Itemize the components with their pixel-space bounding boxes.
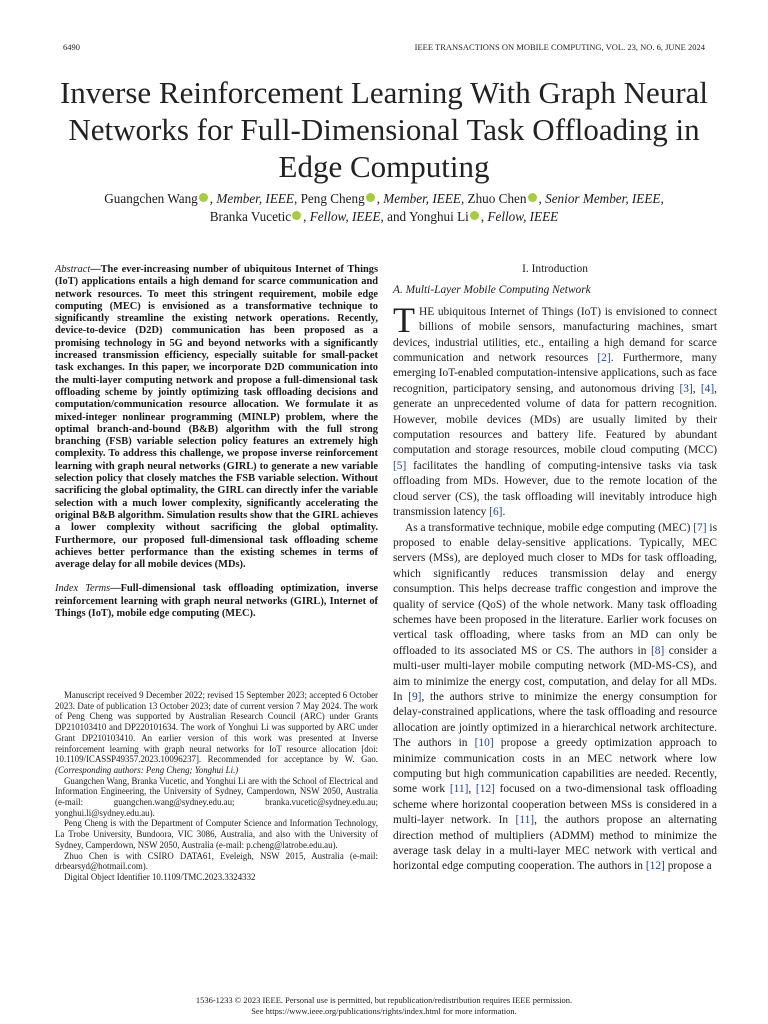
footnote-affiliation: Zhuo Chen is with CSIRO DATA61, Eveleigh, NSW 2015, Australia (e-mail: drbearsyd@hotmail.com). [55, 850, 378, 872]
orcid-icon[interactable] [292, 211, 301, 220]
citation-link[interactable]: [2] [597, 352, 611, 365]
copyright-line: 1536-1233 © 2023 IEEE. Personal use is permitted, but republication/redistribution requires IEEE permission. [195, 995, 573, 1005]
right-column [393, 262, 717, 875]
citation-link[interactable]: [12] [475, 783, 495, 796]
author-role: Member, IEEE [216, 191, 294, 206]
citation-link[interactable]: [3] [679, 382, 693, 395]
section-heading: I. Introduction [522, 263, 588, 275]
orcid-icon[interactable] [528, 193, 537, 202]
abstract [55, 264, 378, 571]
rights-link[interactable]: See https://www.ieee.org/publications/rights/index.html for more information. [251, 1005, 517, 1016]
copyright-notice [0, 995, 768, 1016]
paper-title [50, 74, 718, 185]
intro-paragraph: THE ubiquitous Internet of Things (IoT) is envisioned to connect billions of mobile sensors, manufacturing machines, smart devices, industrial utilities, etc., entailing a high demand for scarce communication and network resources [2]. Furthermore, many emerging IoT-enabled computation-intensive applications, such as face recognition, participatory sensing, and autonomous driving [3], [4], generate an unprecedented volume of data for pattern recognition. However, mobile devices (MDs) are usually limited by their computation resources and battery life. Featured by abundant computation and storage resources, mobile cloud computing (MCC) [5] facilitates the handling of computing-intensive tasks via task offloading from MDs. However, due to the remote location of the cloud server (CS), the task offloading will inevitably introduce high transmission latency [6]. [393, 299, 717, 519]
index-terms-label: Index Terms [55, 583, 111, 595]
author-name: Yonghui Li [408, 209, 469, 224]
footnote-manuscript: Manuscript received 9 December 2022; revised 15 September 2023; accepted 6 October 2023. Date of publication 13 October 2023; date of current version 7 May 2024. The work of Peng Cheng was supported by Australian Research Council (ARC) under Grants DP210103410 and DP220101634. The work of Yonghui Li was supported by ARC under Grant DP210103410. An earlier version of this work was presented at Inverse reinforcement learning with graph neural networks for IoT resource allocation [doi: 10.1109/ICASSP49357.2023.10096237]. Recommended for acceptance by W. Gao. (Corresponding authors: Peng Cheng; Yonghui Li.) [55, 690, 378, 775]
journal-header: IEEE TRANSACTIONS ON MOBILE COMPUTING, VOL. 23, NO. 6, JUNE 2024 [414, 42, 705, 52]
footnotes [55, 690, 378, 883]
citation-link[interactable]: [12] [645, 860, 665, 873]
orcid-icon[interactable] [470, 211, 479, 220]
footnote-affiliation: Peng Cheng is with the Department of Computer Science and Information Technology, La Trobe University, Bundoora, VIC 3086, Australia, and also with the University of Sydney, Camperdown, NSW 2050, Australia (e-mail: p.cheng@latrobe.edu.au). [55, 818, 378, 850]
author-role: Senior Member, IEEE [545, 191, 661, 206]
citation-link[interactable]: [8] [650, 644, 665, 657]
citation-link[interactable]: [5] [393, 459, 407, 472]
author-role: Fellow, IEEE [309, 209, 381, 224]
doi: Digital Object Identifier 10.1109/TMC.2023.3324332 [64, 871, 256, 882]
page-number: 6490 [63, 42, 80, 52]
citation-link[interactable]: [7] [693, 521, 707, 534]
conjunction: and [387, 209, 407, 224]
orcid-icon[interactable] [199, 193, 208, 202]
title-line: Networks for Full-Dimensional Task Offloading in [68, 112, 700, 147]
footnote-affiliation: Guangchen Wang, Branka Vucetic, and Yonghui Li are with the School of Electrical and Information Engineering, the University of Sydney, Camperdown, NSW 2050, Australia (e-mail: guangchen.wang@sydney.edu.au; branka.vucetic@sydney.edu.au; yonghui.li@sydney.edu.au). [55, 775, 378, 818]
author-role: Fellow, IEEE [487, 209, 559, 224]
author-name: Zhuo Chen [467, 191, 527, 206]
citation-link[interactable]: [6] [489, 506, 503, 519]
intro-paragraph: As a transformative technique, mobile edge computing (MEC) [7] is proposed to enable delay-sensitive applications. Typically, MEC servers (MSs), are deployed much closer to MDs for task offloading, which significantly reduces transmission delay and energy consumption. This helps decrease traffic congestion and improve the quality of service (QoS) of the whole network. Many task offloading schemes have been proposed in the literature. Earlier work focuses on vertical task offloading, where tasks from an MD can only be offloaded to its associated MS or CS. The authors in [8] consider a multi-user multi-layer mobile computing network (MD-MS-CS), and aim to minimize the energy cost, computation, and delay for all MDs. In [9], the authors strive to minimize the energy consumption for delay-constrained applications, where the task offloading and resource allocation are jointly optimized in a hierarchical network architecture. The authors in [10] propose a greedy optimization approach to minimize communication costs in an MEC network where low computing but high communication capabilities are needed. Recently, some work [11], [12] focused on a two-dimensional task offloading scheme where horizontal cooperation between MSs is considered in a multi-layer network. In [11], the authors propose an alternating direction method of multipliers (ADMM) method to minimize the average task delay in a multi-layer MEC network with vertical and horizontal edge computing cooperation. The authors in [12] propose a [393, 521, 718, 873]
title-line: Edge Computing [278, 149, 490, 184]
subsection-heading: A. Multi-Layer Mobile Computing Network [393, 284, 591, 297]
author-role: Member, IEEE [383, 191, 461, 206]
abstract-text: —The ever-increasing number of ubiquitous Internet of Things (IoT) applications entails a high demand for scarce communication and network resources. To meet this stringent requirement, mobile edge computing (MEC) is envisioned as a transformative technique to significantly streamline the existing network operations. Recently, device-to-device (D2D) communication has been proposed as a promising technology in 5G and beyond networks with a significantly increased transmission efficiency, especially suitable for small-packet task exchanges. In this paper, we incorporate D2D communication into the multi-layer computing network and propose a full-dimensional task offloading scheme by jointly optimizing task offloading decisions and computation/communication resource allocation. We formulate it as mixed-integer nonlinear programming (MINLP) problem, where the optimal branch-and-bound (B&B) algorithm with the full strong branching (FSB) variable selection policy features an extremely high complexity. To address this challenge, we propose inverse reinforcement learning with graph neural networks (GIRL) to generate a new variable selection policy that closely matches the FSB variable selection. Without sacrificing the global optimality, the GIRL can directly infer the variable selection with a much lower complexity, significantly accelerating the original B&B algorithm. Simulation results show that the GIRL achieves a lower complexity without sacrificing the global optimality. Furthermore, our proposed full-dimensional task offloading scheme achieves better performance than the existing schemes in terms of average delay for all mobile devices (MDs). [55, 264, 378, 571]
citation-link[interactable]: [9] [408, 690, 422, 703]
orcid-icon[interactable] [366, 193, 375, 202]
citation-link[interactable]: [4] [700, 382, 715, 395]
index-terms-text: —Full-dimensional task offloading optimization, inverse reinforcement learning with graph neural networks (GIRL), Internet of Things (IoT), mobile edge computing (MEC). [55, 583, 379, 620]
left-column [55, 264, 378, 620]
author-list: Guangchen Wang , Member, IEEE, Peng Cheng , Member, IEEE, Zhuo Chen , Senior Member, IEEE, Branka Vucetic , Fellow, IEEE, and Yonghui Li , Fellow, IEEE [104, 191, 664, 224]
title-line: Inverse Reinforcement Learning With Graph Neural [59, 75, 709, 110]
index-terms [55, 583, 378, 620]
drop-cap: T [393, 299, 415, 340]
author-name: Guangchen Wang [104, 191, 198, 206]
citation-link[interactable]: [11] [449, 783, 469, 796]
corresponding-authors: (Corresponding authors: Peng Cheng; Yonghui Li.) [55, 764, 239, 775]
citation-link[interactable]: [10] [474, 737, 494, 750]
author-name: Peng Cheng [300, 191, 365, 206]
citation-link[interactable]: [11] [515, 814, 535, 827]
author-name: Branka Vucetic [209, 209, 292, 224]
abstract-label: Abstract [55, 264, 91, 275]
